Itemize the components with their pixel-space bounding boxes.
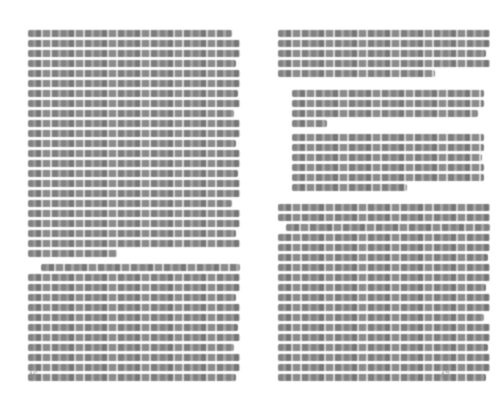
block-quote <box>292 90 484 191</box>
text-line <box>278 334 490 341</box>
text-line <box>278 50 486 57</box>
text-line <box>278 304 490 311</box>
text-line <box>278 40 490 47</box>
text-line <box>292 184 407 191</box>
text-line <box>292 154 482 161</box>
text-line <box>28 170 238 177</box>
text-line <box>28 110 234 117</box>
text-line <box>28 230 236 237</box>
text-line <box>28 250 117 257</box>
text-line <box>278 344 488 351</box>
page-number: 47 <box>440 370 450 380</box>
text-line <box>28 240 240 247</box>
text-line <box>278 204 490 211</box>
text-line <box>28 180 240 187</box>
text-line <box>28 30 232 37</box>
text-line <box>28 100 240 107</box>
text-line <box>28 274 240 281</box>
text-line <box>28 50 240 57</box>
text-line <box>28 150 240 157</box>
text-line <box>28 60 236 67</box>
text-line <box>292 174 484 181</box>
text-line <box>292 134 484 141</box>
text-line <box>292 100 484 107</box>
right-page <box>278 0 490 384</box>
text-line <box>292 90 484 97</box>
text-line <box>278 70 435 77</box>
text-line <box>28 70 240 77</box>
left-page <box>28 0 240 384</box>
text-line <box>278 234 490 241</box>
text-line <box>28 120 240 127</box>
text-line <box>278 274 490 281</box>
text-line <box>28 130 240 137</box>
text-line <box>278 30 490 37</box>
text-line <box>278 254 488 261</box>
text-line <box>278 214 490 221</box>
text-line <box>28 90 238 97</box>
left-page-text <box>28 0 240 381</box>
text-line <box>28 200 232 207</box>
text-line <box>28 80 240 87</box>
text-line <box>292 164 484 171</box>
text-line <box>28 190 240 197</box>
right-page-text <box>278 0 490 381</box>
text-line <box>278 60 490 67</box>
text-line <box>28 314 240 321</box>
text-line <box>28 220 240 227</box>
text-line <box>278 354 490 361</box>
text-line <box>28 140 236 147</box>
text-line <box>278 364 490 371</box>
text-line <box>28 210 240 217</box>
text-line <box>41 264 240 271</box>
text-line <box>28 160 240 167</box>
page-number: 46 <box>28 370 38 380</box>
text-line <box>28 374 236 381</box>
text-line <box>278 314 484 321</box>
text-line <box>278 324 490 331</box>
text-line <box>28 344 234 351</box>
text-line <box>28 354 240 361</box>
text-line <box>28 284 240 291</box>
text-line <box>278 264 490 271</box>
text-line <box>28 364 240 371</box>
text-line <box>286 224 490 231</box>
text-line <box>28 40 240 47</box>
text-line <box>28 304 240 311</box>
text-line <box>292 120 327 127</box>
text-line <box>278 374 486 381</box>
text-line <box>278 244 490 251</box>
text-line <box>278 284 486 291</box>
text-line <box>278 294 490 301</box>
text-line <box>28 294 236 301</box>
text-line <box>28 324 238 331</box>
text-line <box>292 110 478 117</box>
text-line <box>292 144 484 151</box>
text-line <box>28 334 240 341</box>
